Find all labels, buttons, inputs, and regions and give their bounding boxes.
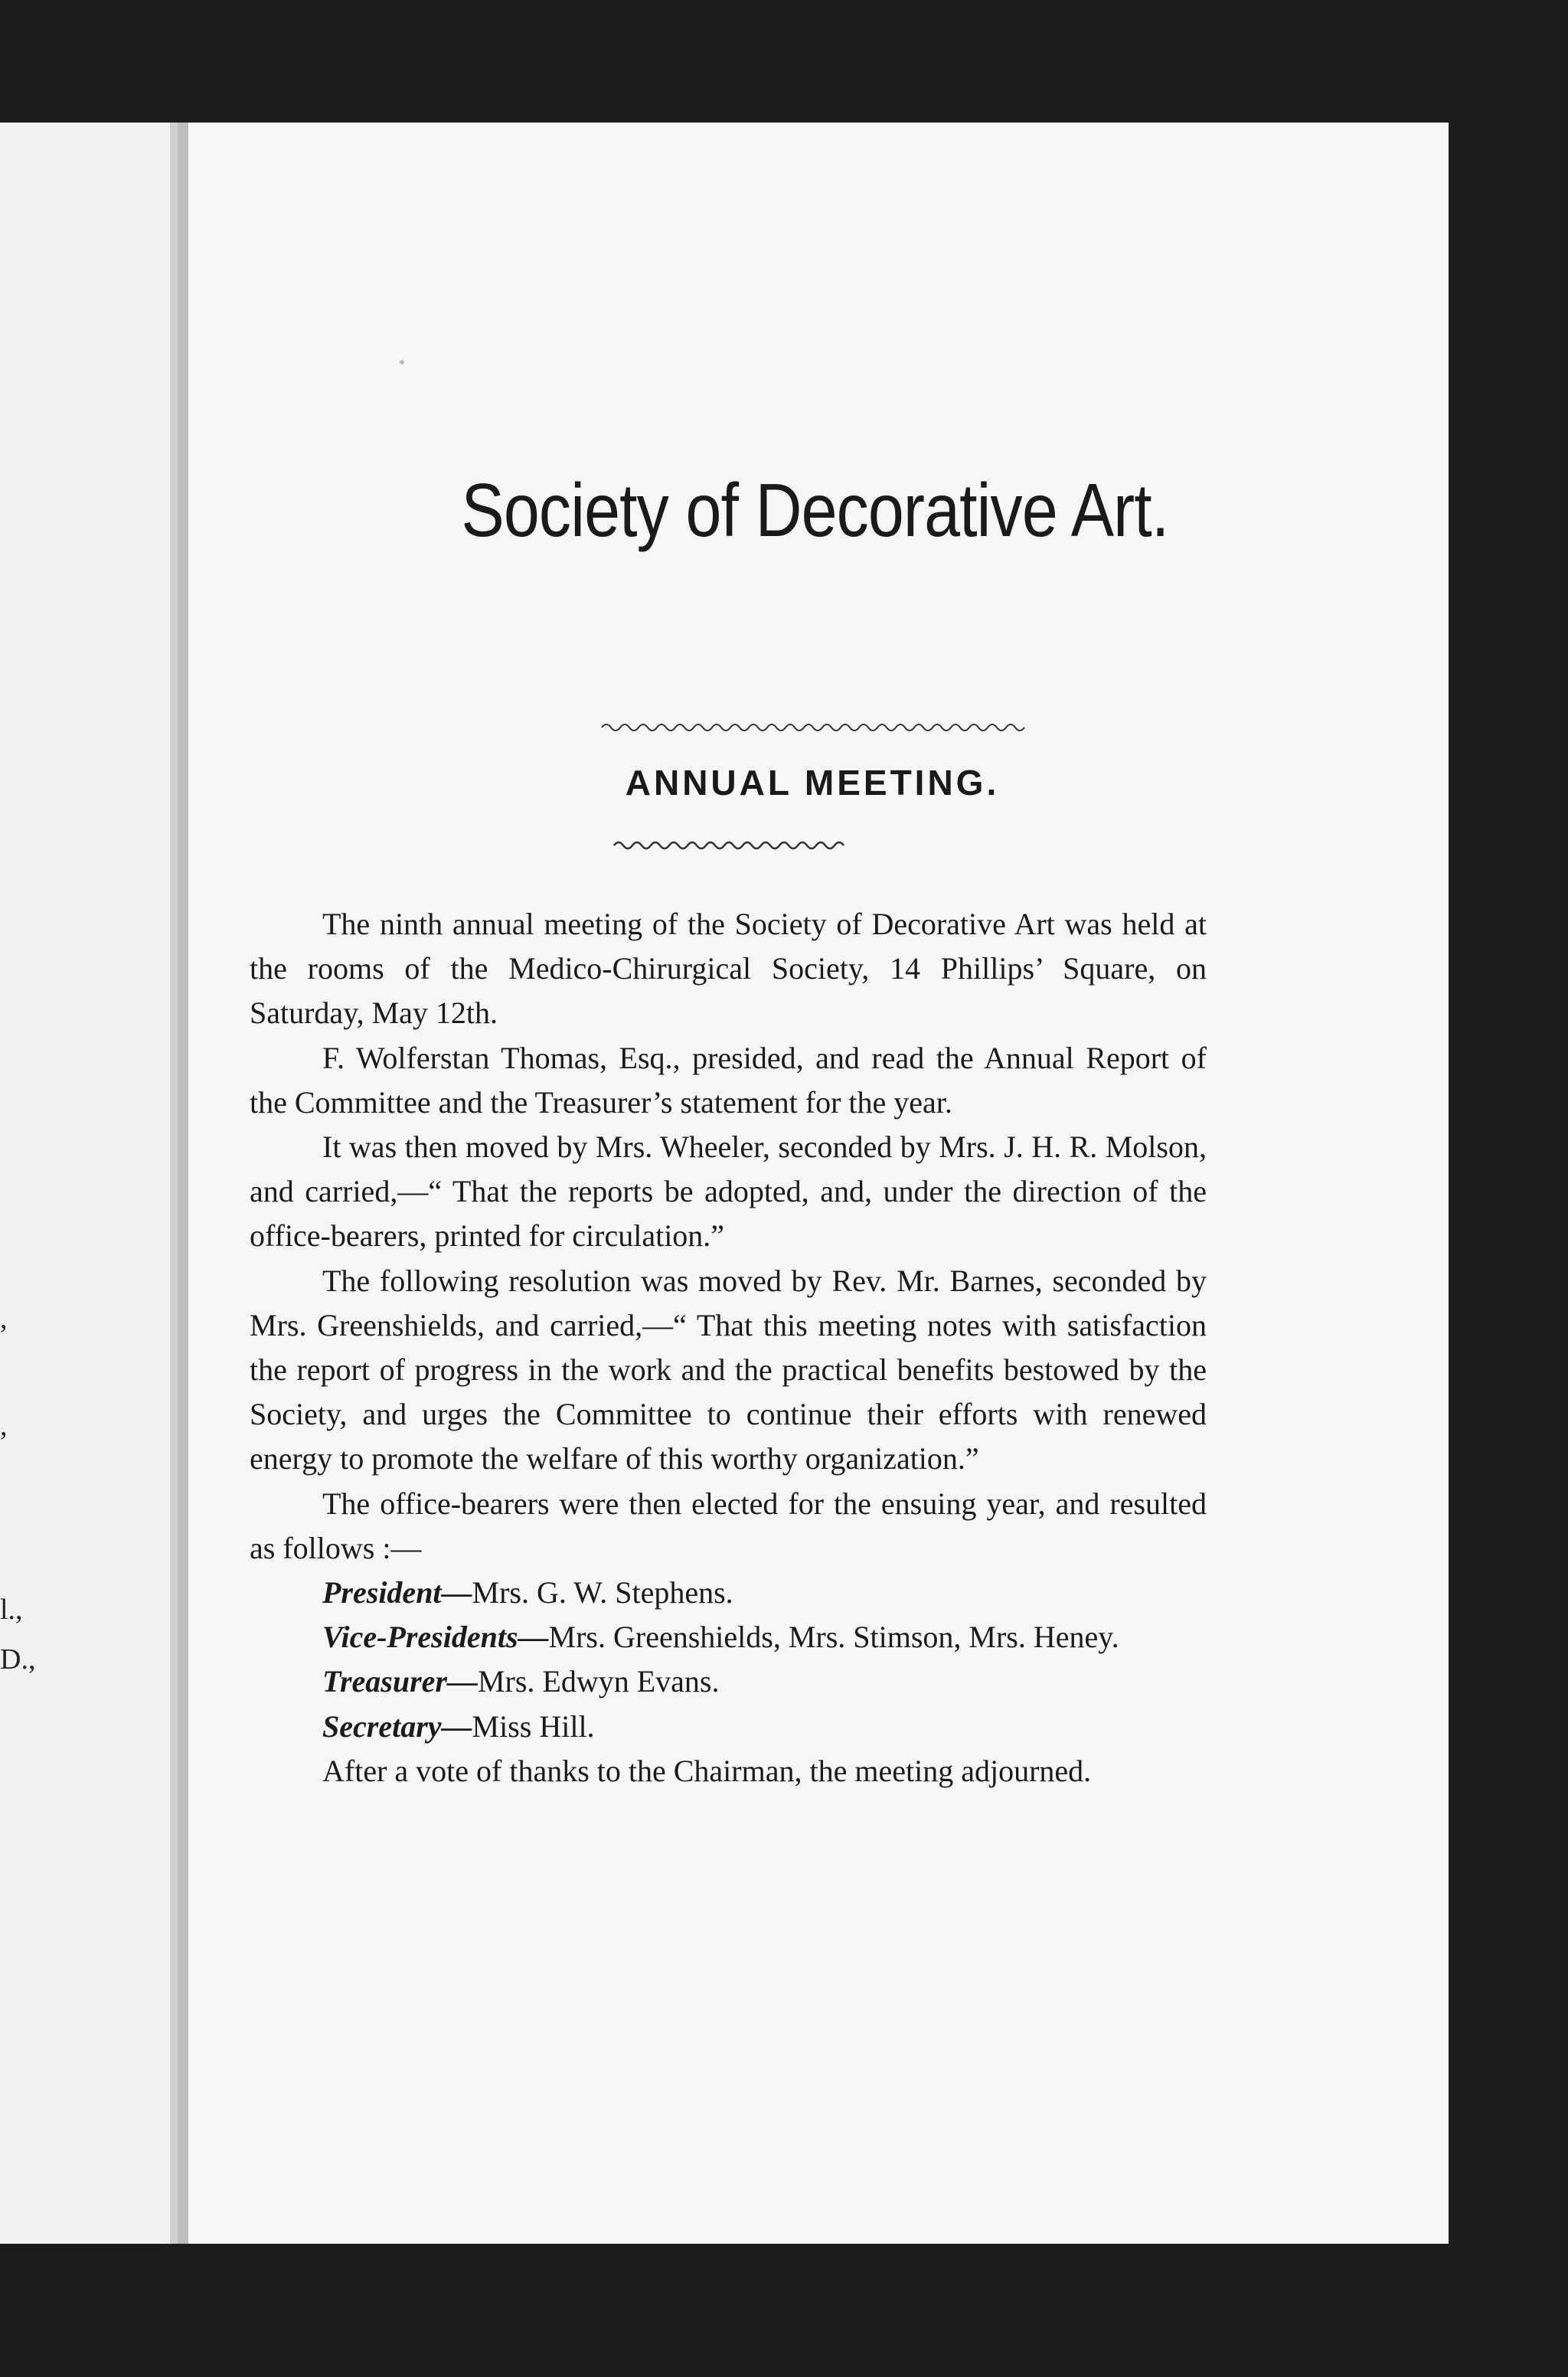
officer-president <box>250 1571 1207 1615</box>
officer-role: Secretary— <box>322 1708 472 1744</box>
officer-names: Mrs. G. W. Stephens. <box>472 1575 733 1610</box>
paragraph: The office-bearers were then elected for the ensuing year, and resulted as follows :— <box>250 1486 1207 1565</box>
officer-names: Mrs. Greenshields, Mrs. Stimson, Mrs. Heney. <box>548 1620 1119 1655</box>
decorative-rule-bottom <box>188 836 1436 855</box>
facing-page-edge <box>0 123 178 2244</box>
officer-treasurer <box>250 1659 1207 1704</box>
paragraph: F. Wolferstan Thomas, Esq., presided, and read the Annual Report of the Committee and the Treasurer’s statement for the year. <box>250 1040 1207 1120</box>
decorative-rule-top <box>188 718 1436 737</box>
officer-names: Miss Hill. <box>472 1708 595 1744</box>
facing-page-fragment: l., <box>0 1594 23 1626</box>
closing-paragraph: After a vote of thanks to the Chairman, the meeting adjourned. <box>322 1753 1092 1788</box>
officer-role: President— <box>322 1575 472 1610</box>
document-title: Society of Decorative Art. <box>461 468 1169 552</box>
facing-page-fragment: , <box>0 1303 8 1335</box>
document-subtitle: ANNUAL MEETING. <box>625 763 1000 803</box>
paragraph: It was then moved by Mrs. Wheeler, seconded by Mrs. J. H. R. Molson, and carried,—“ That the reports be adopted, and, under the direction of the office-bearers, printed for circulation.” <box>250 1130 1207 1254</box>
paragraph: The ninth annual meeting of the Society of Decorative Art was held at the rooms of the Medico-Chirurgical Society, 14 Phillips’ Square, on Saturday, May 12th. <box>250 907 1207 1031</box>
officer-names: Mrs. Edwyn Evans. <box>477 1664 720 1699</box>
officer-role: Vice-Presidents— <box>322 1620 549 1655</box>
facing-page-fragment: , <box>0 1410 8 1442</box>
document-body <box>250 902 1207 1793</box>
scan-speck <box>400 360 404 365</box>
officer-secretary <box>250 1705 1207 1749</box>
document-page <box>178 123 1449 2244</box>
officer-role: Treasurer— <box>322 1664 478 1699</box>
facing-page-fragment: D., <box>0 1643 36 1676</box>
officer-vice-presidents <box>250 1615 1207 1659</box>
paragraph: The following resolution was moved by Rev. Mr. Barnes, seconded by Mrs. Greenshields, and carried,—“ That this meeting notes with satisfaction the report of progress in the work and the practical benefits bestowed by the Society, and urges the Committee to continue their efforts with renewed energy to promote the welfare of this worthy organization.” <box>250 1263 1207 1476</box>
